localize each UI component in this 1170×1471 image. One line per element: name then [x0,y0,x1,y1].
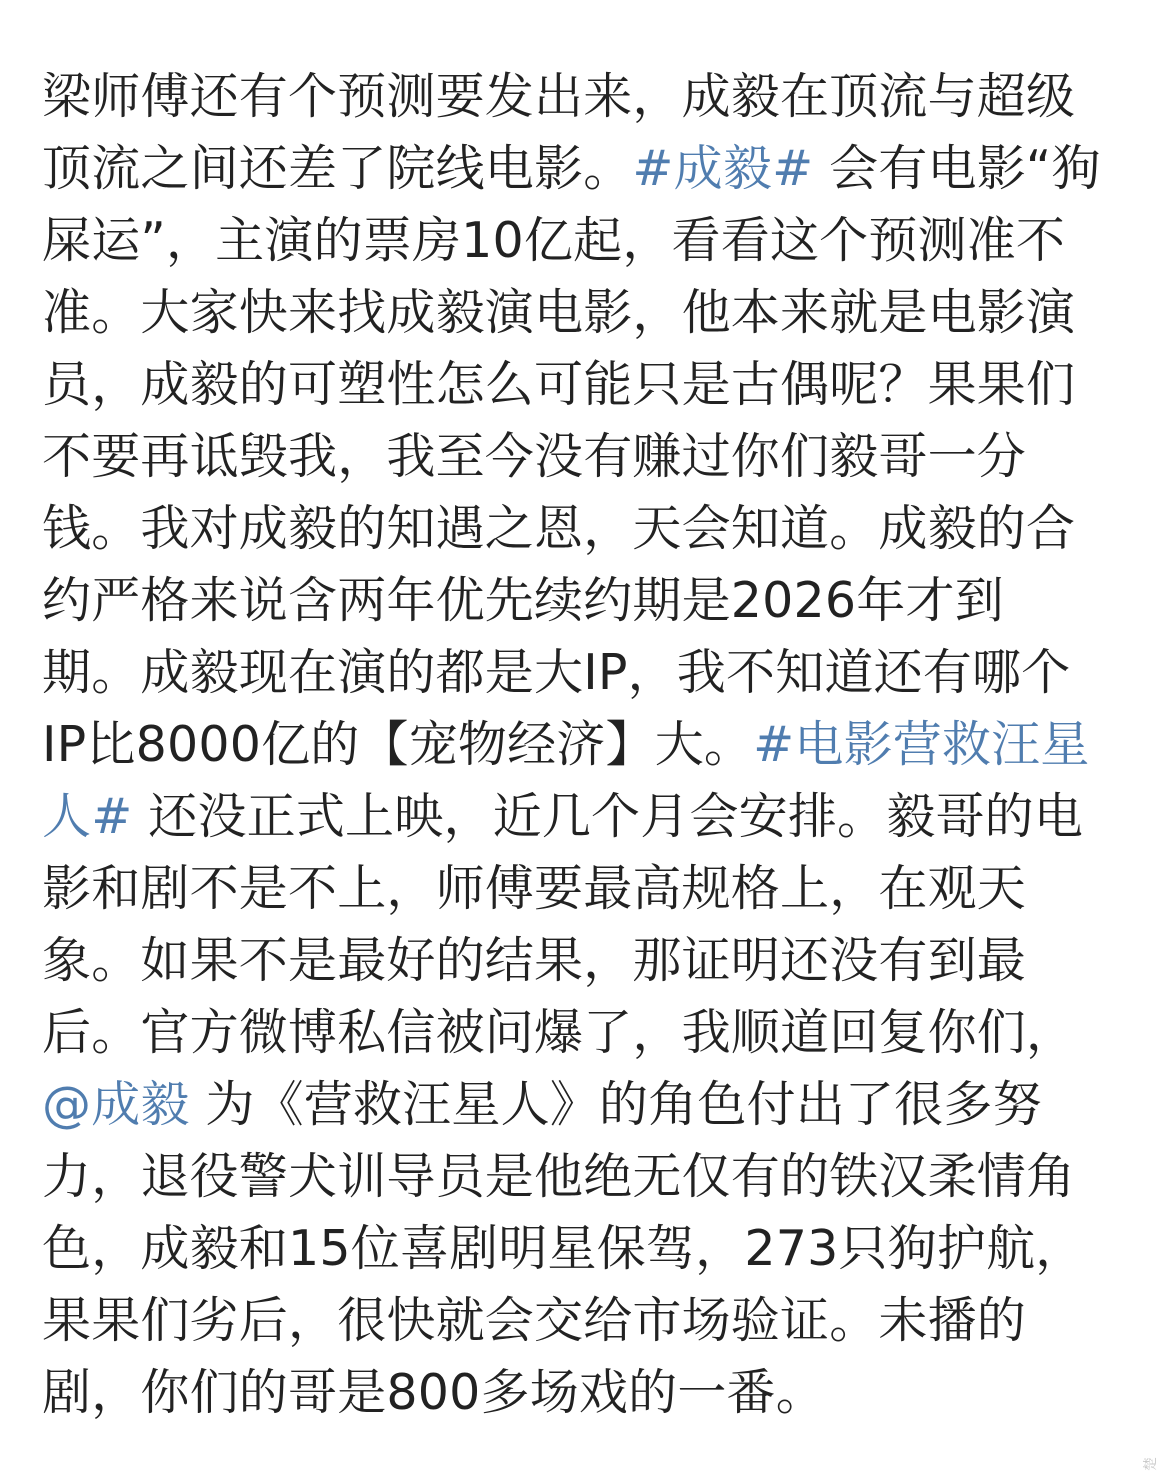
text-line [42,709,1112,781]
text-segment: 象。如果不是最好的结果，那证明还没有到最 [42,932,1027,989]
text-line [42,997,1112,1069]
text-line [42,637,1112,709]
text-segment: 不要再诋毁我，我至今没有赚过你们毅哥一分 [42,428,1027,485]
text-line [42,349,1112,421]
text-segment: 屎运”，主演的票房10亿起，看看这个预测准不 [42,212,1066,269]
text-line [42,1141,1112,1213]
text-segment: 会有电影“狗 [813,140,1101,197]
hashtag-link[interactable]: 人# [42,788,133,845]
text-segment: 后。官方微博私信被问爆了，我顺道回复你们， [42,1004,1076,1061]
text-line [42,205,1112,277]
post-body [42,61,1112,1429]
text-segment: 员，成毅的可塑性怎么可能只是古偶呢？果果们 [42,356,1076,413]
text-segment: 色，成毅和15位喜剧明星保驾，273只狗护航， [42,1220,1085,1277]
hashtag-link[interactable]: #电影营救汪星 [753,716,1090,773]
watermark: 楚 [1143,1457,1159,1471]
text-segment: 顶流之间还差了院线电影。 [42,140,633,197]
text-segment: IP比8000亿的【宠物经济】大。 [42,716,754,773]
text-segment: 影和剧不是不上，师傅要最高规格上，在观天 [42,860,1027,917]
text-segment: 梁师傅还有个预测要发出来，成毅在顶流与超级 [42,68,1076,125]
text-segment: 钱。我对成毅的知遇之恩，天会知道。成毅的合 [42,500,1076,557]
text-line [42,1069,1112,1141]
text-line [42,421,1112,493]
text-line [42,493,1112,565]
text-line [42,925,1112,997]
text-line [42,1285,1112,1357]
text-line [42,781,1112,853]
text-line [42,277,1112,349]
mention-link[interactable]: @成毅 [42,1076,190,1133]
text-segment: 果果们劣后，很快就会交给市场验证。未播的 [42,1292,1027,1349]
text-line [42,1213,1112,1285]
text-line [42,1357,1112,1429]
text-line [42,565,1112,637]
hashtag-link[interactable]: #成毅# [632,140,814,197]
text-line [42,853,1112,925]
text-line [42,133,1112,205]
text-segment: 为《营救汪星人》的角色付出了很多努 [189,1076,1042,1133]
text-segment: 剧，你们的哥是800多场戏的一番。 [42,1364,825,1421]
text-line [42,61,1112,133]
text-segment: 准。大家快来找成毅演电影，他本来就是电影演 [42,284,1076,341]
text-segment: 约严格来说含两年优先续约期是2026年才到 [42,572,1004,629]
text-segment: 期。成毅现在演的都是大IP，我不知道还有哪个 [42,644,1071,701]
text-segment: 力，退役警犬训导员是他绝无仅有的铁汉柔情角 [42,1148,1076,1205]
text-segment: 还没正式上映，近几个月会安排。毅哥的电 [132,788,1084,845]
